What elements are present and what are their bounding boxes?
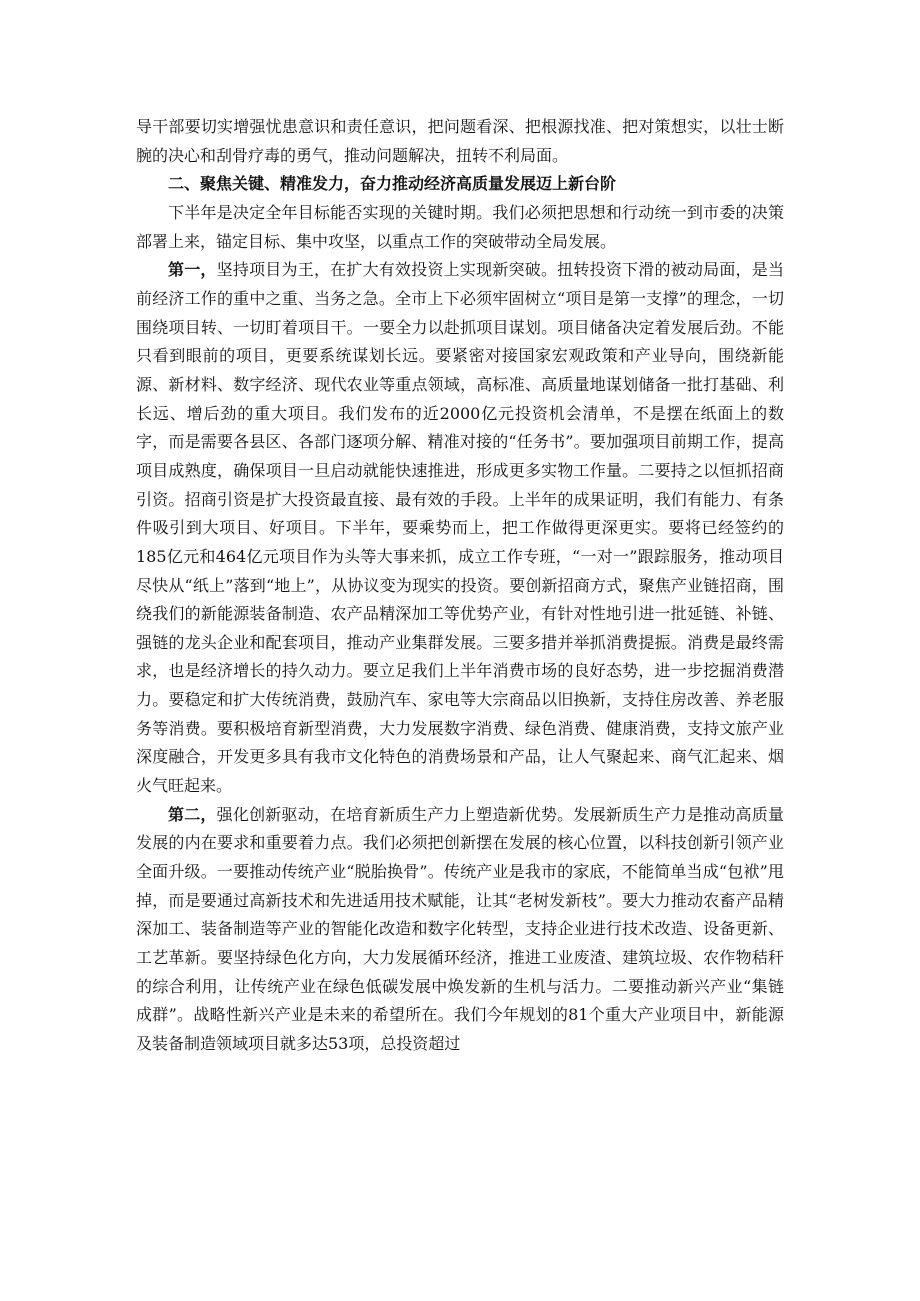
point-1-lead: 第一，: [168, 260, 217, 280]
paragraph-intro: 下半年是决定全年目标能否实现的关键时期。我们必须把思想和行动统一到市委的决策部署上来，锚定目标、集中攻坚，以重点工作的突破带动全局发展。: [136, 202, 784, 251]
paragraph-continuation: 导干部要切实增强忧患意识和责任意识，把问题看深、把根源找准、把对策想实，以壮士断腕的决心和刮骨疗毒的勇气，推动问题解决，扭转不利局面。: [136, 117, 784, 165]
document-body: [136, 113, 784, 1059]
paragraph-point-2: [136, 801, 784, 1059]
point-2-text: 强化创新驱动，在培育新质生产力上塑造新优势。发展新质生产力是推动高质量发展的内在要求和重要着力点。我们必须把创新摆在发展的核心位置，以科技创新引领产业全面升级。一要推动传统产业“脱胎换骨”。传统产业是我市的家底，不能简单当成“包袱”甩掉，而是要通过高新技术和先进适用技术赋能，让其“老树发新枝”。要大力推动农畜产品精深加工、装备制造等产业的智能化改造和数字化转型，支持企业进行技术改造、设备更新、工艺革新。要坚持绿色化方向，大力发展循环经济，推进工业废渣、建筑垃圾、农作物秸秆的综合利用，让传统产业在绿色低碳发展中焕发新的生机与活力。二要推动新兴产业“集链成群”。战略性新兴产业是未来的希望所在。我们今年规划的81个重大产业项目中，新能源及装备制造领域项目就多达53项，总投资超过: [136, 804, 784, 1053]
paragraph-point-1: [136, 256, 784, 800]
section-heading: 二、聚焦关键、精准发力，奋力推动经济高质量发展迈上新台阶: [168, 174, 617, 194]
point-1-text: 坚持项目为王，在扩大有效投资上实现新突破。扭转投资下滑的被动局面，是当前经济工作的重中之重、当务之急。全市上下必须牢固树立“项目是第一支撑”的理念，一切围绕项目转、一切盯着项目干。一要全力以赴抓项目谋划。项目储备决定着发展后劲。不能只看到眼前的项目，更要系统谋划长远。要紧密对接国家宏观政策和产业导向，围绕新能源、新材料、数字经济、现代农业等重点领域，高标准、高质量地谋划储备一批打基础、利长远、增后劲的重大项目。我们发布的近2000亿元投资机会清单，不是摆在纸面上的数字，而是需要各县区、各部门逐项分解、精准对接的“任务书”。要加强项目前期工作，提高项目成熟度，确保项目一旦启动就能快速推进，形成更多实物工作量。二要持之以恒抓招商引资。招商引资是扩大投资最直接、最有效的手段。上半年的成果证明，我们有能力、有条件吸引到大项目、好项目。下半年，要乘势而上，把工作做得更深更实。要将已经签约的185亿元和464亿元项目作为头等大事来抓，成立工作专班，“一对一”跟踪服务，推动项目尽快从“纸上”落到“地上”，从协议变为现实的投资。要创新招商方式，聚焦产业链招商，围绕我们的新能源装备制造、农产品精深加工等优势产业，有针对性地引进一批延链、补链、强链的龙头企业和配套项目，推动产业集群发展。三要多措并举抓消费提振。消费是最终需求，也是经济增长的持久动力。要立足我们上半年消费市场的良好态势，进一步挖掘消费潜力。要稳定和扩大传统消费，鼓励汽车、家电等大宗商品以旧换新，支持住房改善、养老服务等消费。要积极培育新型消费，大力发展数字消费、绿色消费、健康消费，支持文旅产业深度融合，开发更多具有我市文化特色的消费场景和产品，让人气聚起来、商气汇起来、烟火气旺起来。: [136, 260, 784, 796]
point-2-lead: 第二，: [168, 804, 217, 824]
